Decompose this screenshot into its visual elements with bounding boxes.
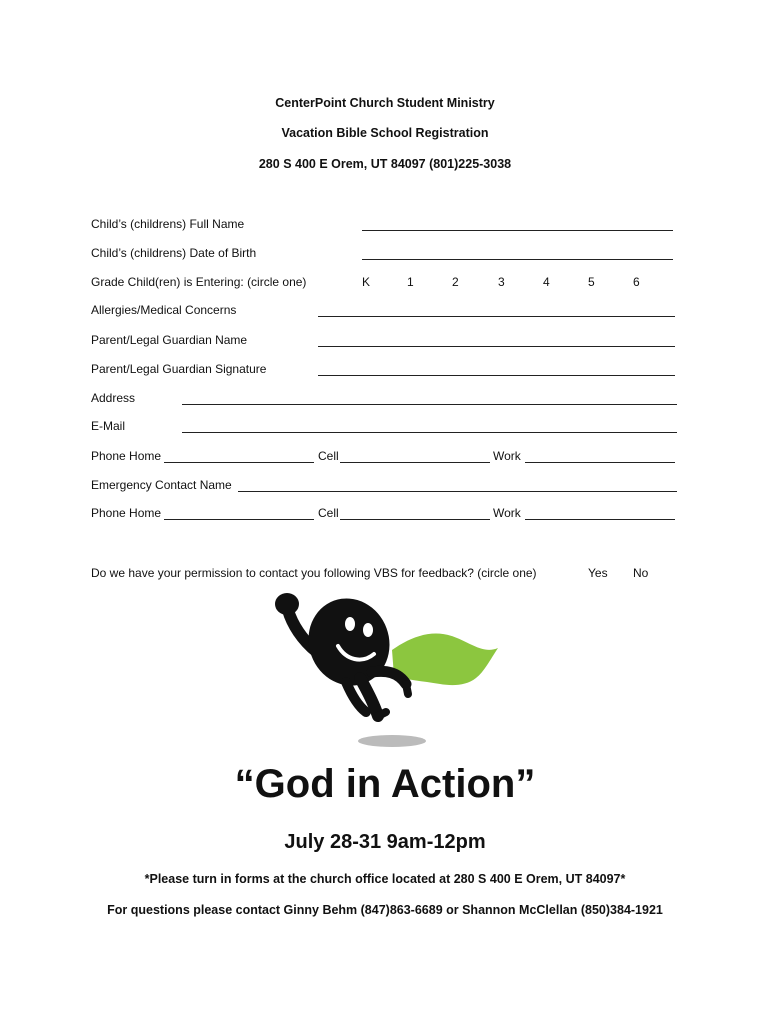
- turn-in-note: *Please turn in forms at the church office located at 280 S 400 E Orem, UT 84097*: [144, 872, 626, 886]
- contact-note: For questions please contact Ginny Behm (847)863-6689 or Shannon McClellan (850)384-1921: [107, 903, 663, 917]
- cell-label: Cell: [318, 449, 339, 463]
- permission-question: Do we have your permission to contact you following VBS for feedback? (circle one): [91, 566, 537, 580]
- guardian-name-line[interactable]: [318, 346, 675, 347]
- address-line[interactable]: [182, 404, 677, 405]
- emergency-contact-line[interactable]: [238, 491, 677, 492]
- grade-option-6[interactable]: 6: [633, 275, 640, 289]
- child-dob-line[interactable]: [362, 259, 673, 260]
- work-label-2: Work: [493, 506, 521, 520]
- cell-line-2[interactable]: [340, 519, 490, 520]
- phone-home-label: Phone Home: [91, 449, 162, 463]
- grade-option-2[interactable]: 2: [452, 275, 459, 289]
- cell-label-2: Cell: [318, 506, 339, 520]
- form-title: Vacation Bible School Registration: [281, 126, 489, 140]
- address-label: Address: [91, 391, 136, 405]
- grade-option-3[interactable]: 3: [498, 275, 505, 289]
- guardian-signature-label: Parent/Legal Guardian Signature: [91, 362, 267, 376]
- child-dob-label: Child’s (childrens) Date of Birth: [91, 246, 257, 260]
- guardian-name-label: Parent/Legal Guardian Name: [91, 333, 248, 347]
- org-address-phone: 280 S 400 E Orem, UT 84097 (801)225-3038: [258, 157, 512, 171]
- cell-line[interactable]: [340, 462, 490, 463]
- child-name-label: Child’s (childrens) Full Name: [91, 217, 245, 231]
- phone-home-line[interactable]: [164, 462, 314, 463]
- phone-home-label-2: Phone Home: [91, 506, 162, 520]
- cape-icon: [392, 634, 498, 686]
- work-line[interactable]: [525, 462, 675, 463]
- mascot-eye-left: [345, 617, 355, 631]
- event-dates: July 28-31 9am-12pm: [284, 831, 486, 853]
- grade-option-1[interactable]: 1: [407, 275, 414, 289]
- permission-no[interactable]: No: [633, 566, 649, 580]
- guardian-signature-line[interactable]: [318, 375, 675, 376]
- email-line[interactable]: [182, 432, 677, 433]
- mascot-shadow: [358, 735, 426, 747]
- grade-option-5[interactable]: 5: [588, 275, 595, 289]
- grade-option-k[interactable]: K: [362, 275, 371, 289]
- event-title: “God in Action”: [234, 762, 536, 806]
- work-label: Work: [493, 449, 521, 463]
- email-label: E-Mail: [91, 419, 126, 433]
- phone-home-line-2[interactable]: [164, 519, 314, 520]
- mascot-eye-right: [363, 623, 373, 637]
- fist-icon: [275, 593, 299, 615]
- permission-yes[interactable]: Yes: [588, 566, 608, 580]
- grade-label: Grade Child(ren) is Entering: (circle one): [91, 275, 307, 289]
- emergency-contact-label: Emergency Contact Name: [91, 478, 232, 492]
- org-name: CenterPoint Church Student Ministry: [275, 96, 495, 110]
- grade-option-4[interactable]: 4: [543, 275, 550, 289]
- allergies-label: Allergies/Medical Concerns: [91, 303, 237, 317]
- allergies-line[interactable]: [318, 316, 675, 317]
- work-line-2[interactable]: [525, 519, 675, 520]
- superhero-mascot-illustration: [262, 588, 512, 750]
- child-name-line[interactable]: [362, 230, 673, 231]
